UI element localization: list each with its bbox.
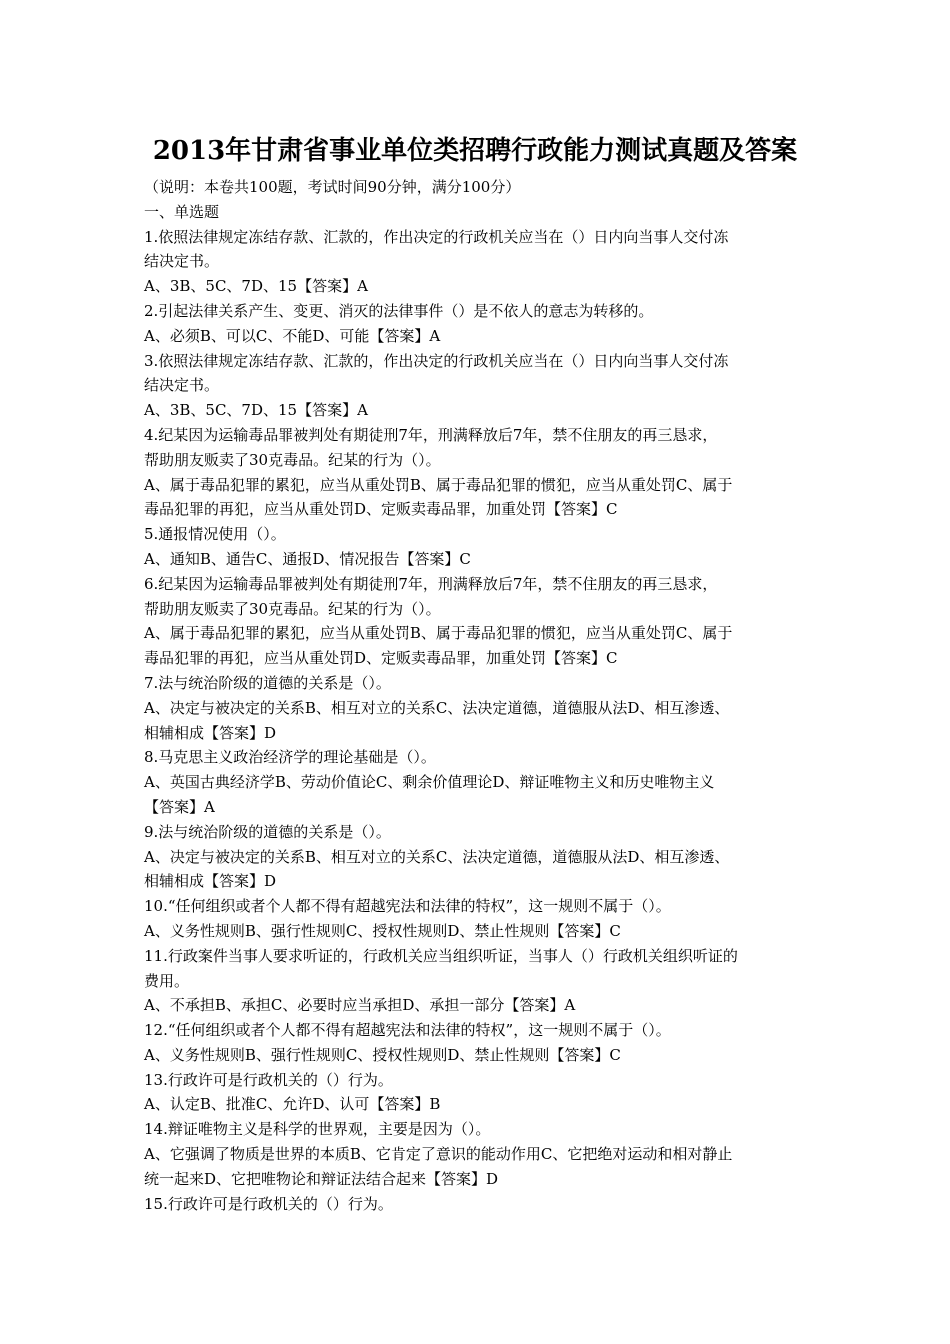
text-line: 费用。 — [144, 971, 190, 990]
text-line: A、不承担B、承担C、必要时应当承担D、承担一部分【答案】A — [144, 996, 576, 1015]
text-line: A、它强调了物质是世界的本质B、它肯定了意识的能动作用C、它把绝对运动和相对静止 — [144, 1145, 733, 1164]
text-line: A、通知B、通告C、通报D、情况报告【答案】C — [144, 549, 471, 568]
text-line: 5.通报情况使用（）。 — [144, 525, 286, 544]
text-line: 帮助朋友贩卖了30克毒品。纪某的行为（）。 — [144, 450, 441, 469]
text-line: A、决定与被决定的关系B、相互对立的关系C、法决定道德，道德服从法D、相互渗透、 — [144, 847, 730, 866]
text-line: 【答案】A — [144, 797, 215, 816]
text-line: A、属于毒品犯罪的累犯，应当从重处罚B、属于毒品犯罪的惯犯，应当从重处罚C、属于 — [144, 624, 733, 643]
text-line: A、决定与被决定的关系B、相互对立的关系C、法决定道德，道德服从法D、相互渗透、 — [144, 698, 730, 717]
text-line: 13.行政许可是行政机关的（）行为。 — [144, 1070, 393, 1089]
text-line: 12.“任何组织或者个人都不得有超越宪法和法律的特权”，这一规则不属于（）。 — [144, 1021, 671, 1040]
text-line: 11.行政案件当事人要求听证的，行政机关应当组织听证，当事人（）行政机关组织听证的 — [144, 946, 738, 965]
text-line: 相辅相成【答案】D — [144, 872, 277, 891]
text-line: A、义务性规则B、强行性规则C、授权性规则D、禁止性规则【答案】C — [144, 921, 621, 940]
text-line: A、3B、5C、7D、15【答案】A — [144, 277, 368, 296]
text-line: 1.依照法律规定冻结存款、汇款的，作出决定的行政机关应当在（）日内向当事人交付冻 — [144, 227, 729, 246]
text-line: 2.引起法律关系产生、变更、消灭的法律事件（）是不依人的意志为转移的。 — [144, 301, 654, 320]
text-line: 14.辩证唯物主义是科学的世界观，主要是因为（）。 — [144, 1120, 491, 1139]
text-line: （说明：本卷共100题，考试时间90分钟，满分100分） — [144, 178, 521, 196]
text-line: 统一起来D、它把唯物论和辩证法结合起来【答案】D — [144, 1169, 499, 1188]
text-line: 结决定书。 — [144, 252, 220, 271]
text-line: 3.依照法律规定冻结存款、汇款的，作出决定的行政机关应当在（）日内向当事人交付冻 — [144, 351, 729, 370]
text-line: 4.纪某因为运输毒品罪被判处有期徒刑7年，刑满释放后7年，禁不住朋友的再三恳求， — [144, 425, 718, 444]
text-line: A、属于毒品犯罪的累犯，应当从重处罚B、属于毒品犯罪的惯犯，应当从重处罚C、属于 — [144, 475, 733, 494]
text-line: 帮助朋友贩卖了30克毒品。纪某的行为（）。 — [144, 599, 441, 618]
text-line: 9.法与统治阶级的道德的关系是（）。 — [144, 822, 391, 841]
text-line: A、3B、5C、7D、15【答案】A — [144, 401, 368, 420]
text-line: 7.法与统治阶级的道德的关系是（）。 — [144, 673, 391, 692]
text-line: A、必须B、可以C、不能D、可能【答案】A — [144, 326, 441, 345]
text-line: A、英国古典经济学B、劳动价值论C、剩余价值理论D、辩证唯物主义和历史唯物主义 — [144, 773, 715, 792]
text-line: 6.纪某因为运输毒品罪被判处有期徒刑7年，刑满释放后7年，禁不住朋友的再三恳求， — [144, 574, 718, 593]
text-line: 10.“任何组织或者个人都不得有超越宪法和法律的特权”，这一规则不属于（）。 — [144, 897, 671, 916]
text-line: 一、单选题 — [144, 202, 220, 221]
text-line: 8.马克思主义政治经济学的理论基础是（）。 — [144, 748, 436, 767]
text-line: 结决定书。 — [144, 376, 220, 395]
text-line: 相辅相成【答案】D — [144, 723, 277, 742]
text-line: 毒品犯罪的再犯，应当从重处罚D、定贩卖毒品罪，加重处罚【答案】C — [144, 649, 618, 668]
document-body — [144, 175, 814, 1216]
text-line: A、义务性规则B、强行性规则C、授权性规则D、禁止性规则【答案】C — [144, 1045, 621, 1064]
text-line: 15.行政许可是行政机关的（）行为。 — [144, 1194, 393, 1213]
document-title: 2013年甘肃省事业单位类招聘行政能力测试真题及答案 — [152, 136, 798, 166]
text-line: 毒品犯罪的再犯，应当从重处罚D、定贩卖毒品罪，加重处罚【答案】C — [144, 500, 618, 519]
text-line: A、认定B、批准C、允许D、认可【答案】B — [144, 1095, 441, 1114]
